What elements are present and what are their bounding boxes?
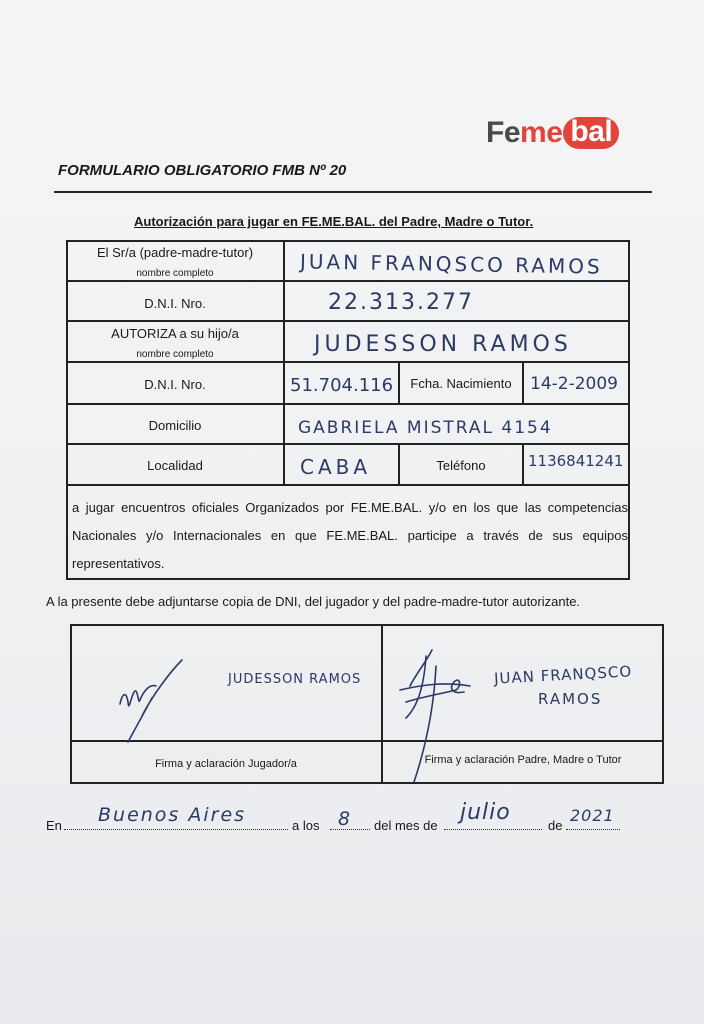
phone-label: Teléfono — [436, 458, 486, 473]
city-label: Localidad — [147, 458, 203, 473]
logo-part-fe: Fe — [486, 116, 521, 149]
authorization-text: a jugar encuentros oficiales Organizados por FE.ME.BAL. y/o en los que las competencias Nacionales y/o Internacionales en que FE.ME.BAL. participe a través de sus equipos representativos. — [72, 500, 628, 571]
form-subtitle: Autorización para jugar en FE.ME.BAL. del Padre, Madre o Tutor. — [134, 214, 534, 229]
day-value: 8 — [338, 808, 352, 830]
birth-date-value: 14-2-2009 — [530, 374, 618, 394]
footer-a-los-label: a los — [292, 818, 320, 833]
guardian-label: El Sr/a (padre-madre-tutor) — [96, 245, 254, 260]
guardian-name-printed-line2: RAMOS — [538, 690, 603, 708]
city-value: CABA — [300, 455, 372, 479]
guardian-dni-label: D.N.I. Nro. — [144, 296, 206, 311]
femebal-logo — [486, 116, 619, 150]
form-title: FORMULARIO OBLIGATORIO FMB Nº 20 — [58, 162, 347, 179]
guardian-sublabel: nombre completo — [136, 268, 214, 279]
month-value: julio — [460, 800, 511, 825]
footer-mes-label: del mes de — [374, 818, 438, 833]
table-divider — [66, 403, 630, 405]
player-signature-label: Firma y aclaración Jugador/a — [155, 758, 297, 770]
guardian-dni-value: 22.313.277 — [328, 290, 474, 315]
table-divider — [66, 361, 630, 363]
table-divider — [66, 280, 630, 282]
child-dni-label: D.N.I. Nro. — [144, 377, 206, 392]
year-dotted-line — [566, 829, 620, 830]
table-divider — [66, 320, 630, 322]
month-dotted-line — [444, 829, 542, 830]
child-name-value: JUDESSON RAMOS — [314, 332, 572, 357]
table-divider — [66, 484, 630, 486]
child-sublabel: nombre completo — [136, 349, 214, 360]
table-divider — [522, 443, 524, 484]
birth-date-label: Fcha. Nacimiento — [410, 376, 512, 391]
player-name-printed: JUDESSON RAMOS — [228, 672, 362, 687]
place-value: Buenos Aires — [98, 804, 247, 826]
table-divider — [66, 443, 630, 445]
guardian-name-printed-line1: JUAN FRANQSCO — [493, 662, 633, 688]
year-value: 2021 — [570, 806, 615, 825]
table-divider — [522, 361, 524, 403]
phone-value: 1136841241 — [528, 452, 624, 470]
child-dni-value: 51.704.116 — [290, 375, 394, 396]
header-rule — [54, 191, 652, 193]
place-dotted-line — [64, 829, 288, 830]
footer-en-label: En — [46, 818, 62, 833]
guardian-signature-label: Firma y aclaración Padre, Madre o Tutor — [424, 754, 622, 766]
player-signature-drawing — [112, 656, 192, 746]
footer-de-label: de — [548, 818, 563, 833]
attachment-note: A la presente debe adjuntarse copia de DNI, del jugador y del padre-madre-tutor autorizante. — [46, 594, 581, 609]
address-label: Domicilio — [148, 418, 202, 433]
address-value: GABRIELA MISTRAL 4154 — [298, 418, 553, 438]
guardian-name-value: JUAN FRANQSCO RAMOS — [299, 249, 603, 279]
logo-part-me: me — [520, 116, 563, 149]
logo-part-bal: bal — [563, 117, 619, 149]
table-divider — [283, 240, 285, 484]
authorizes-label: AUTORIZA a su hijo/a — [111, 326, 239, 341]
